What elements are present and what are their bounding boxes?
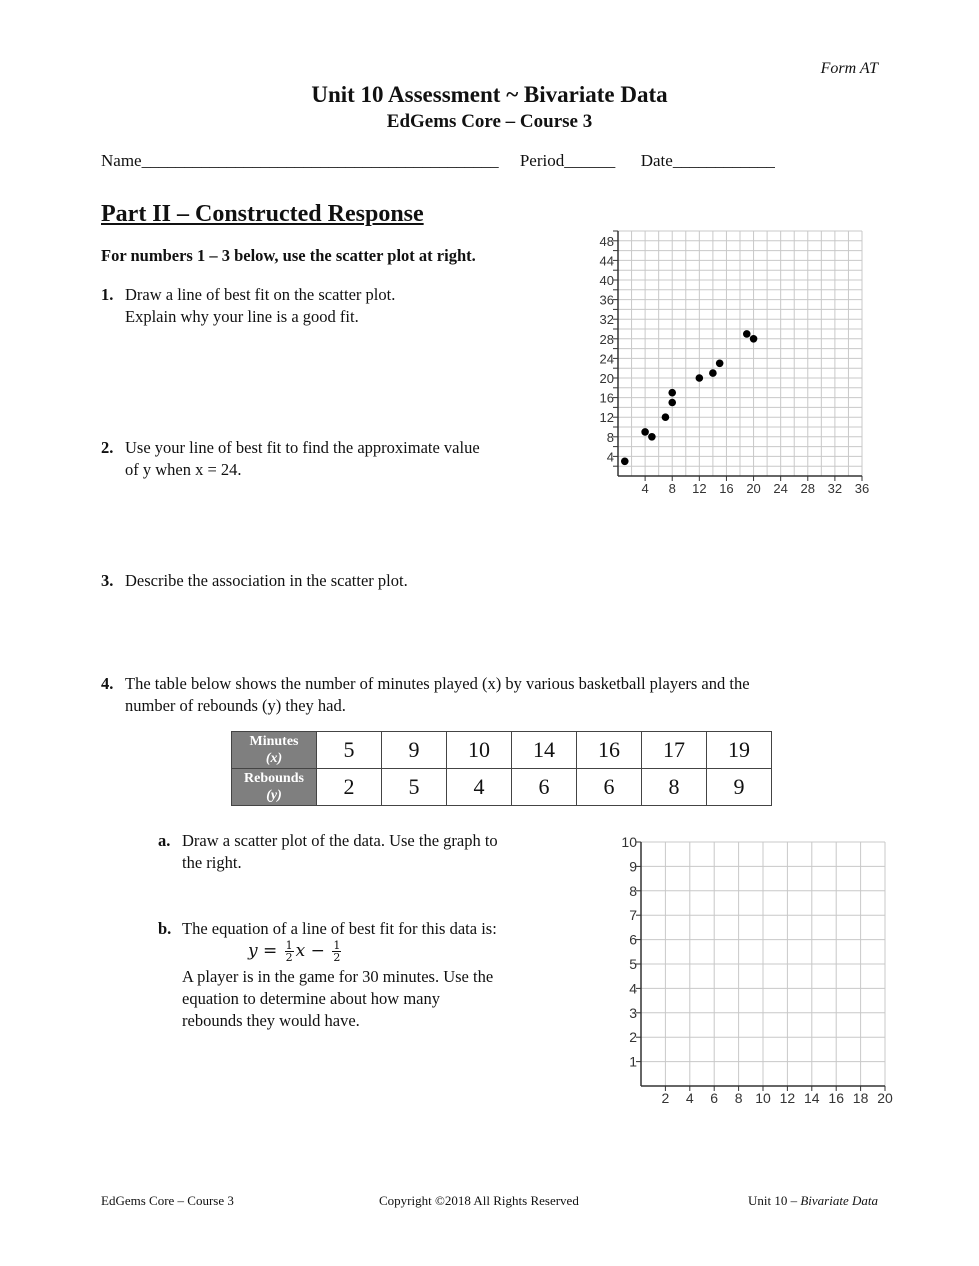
- subquestion-text: Draw a scatter plot of the data. Use the graph to: [182, 831, 498, 850]
- question-4b: [158, 918, 578, 1032]
- svg-text:6: 6: [629, 931, 637, 948]
- svg-text:10: 10: [755, 1090, 771, 1106]
- svg-text:8: 8: [629, 882, 637, 899]
- denominator: 2: [333, 951, 341, 964]
- svg-text:4: 4: [629, 980, 637, 997]
- svg-text:8: 8: [668, 481, 676, 495]
- question-2: [101, 437, 480, 481]
- svg-text:4: 4: [685, 1090, 694, 1106]
- footer-copyright: Copyright ©2018 All Rights Reserved: [379, 1193, 579, 1208]
- svg-text:44: 44: [599, 253, 614, 269]
- subquestion-text: rebounds they would have.: [182, 1011, 360, 1030]
- svg-text:36: 36: [854, 481, 870, 495]
- svg-text:2: 2: [661, 1090, 670, 1106]
- numerator: 1: [333, 939, 341, 952]
- svg-text:7: 7: [629, 907, 637, 924]
- equation-variable: x −: [295, 941, 325, 961]
- svg-text:4: 4: [606, 449, 614, 465]
- svg-text:18: 18: [852, 1090, 869, 1106]
- svg-text:24: 24: [773, 481, 788, 495]
- fraction: [285, 940, 294, 963]
- table-cell: 19: [707, 732, 772, 769]
- name-period-date-line[interactable]: Name__________________________________________ Period______ Date____________: [101, 151, 775, 170]
- table-cell: 14: [512, 732, 577, 769]
- table-cell: 16: [577, 732, 642, 769]
- subquestion-text: equation to determine about how many: [182, 989, 440, 1008]
- svg-text:8: 8: [606, 429, 614, 445]
- svg-text:4: 4: [641, 481, 649, 495]
- svg-text:10: 10: [621, 834, 637, 850]
- table-cell: 5: [382, 769, 447, 806]
- table-cell: 6: [577, 769, 642, 806]
- row-header-label: Rebounds: [244, 771, 304, 786]
- page-subtitle: EdGems Core – Course 3: [386, 111, 593, 132]
- row-header-rebounds: [232, 769, 317, 806]
- question-text: Describe the association in the scatter plot.: [125, 571, 408, 590]
- section-title: Part II – Constructed Response: [101, 201, 424, 227]
- svg-text:9: 9: [629, 858, 637, 875]
- svg-text:16: 16: [599, 390, 614, 406]
- footer-unit: [748, 1193, 878, 1209]
- subquestion-label: b.: [158, 919, 172, 938]
- question-number: 4.: [101, 674, 114, 693]
- svg-text:48: 48: [599, 233, 614, 249]
- row-header-var: (y): [266, 788, 282, 803]
- table-cell: 2: [317, 769, 382, 806]
- question-number: 1.: [101, 285, 114, 304]
- row-header-minutes: [232, 732, 317, 769]
- footer-course: EdGems Core – Course 3: [101, 1193, 234, 1208]
- subquestion-text: The equation of a line of best fit for this data is:: [182, 919, 497, 938]
- table-row-minutes: [232, 732, 772, 769]
- subquestion-text: the right.: [182, 853, 242, 872]
- question-text: of y when x = 24.: [125, 460, 242, 479]
- question-4: [101, 673, 881, 717]
- table-cell: 17: [642, 732, 707, 769]
- equation-lhs: y =: [248, 941, 278, 961]
- question-4a: [158, 830, 578, 874]
- table-cell: 6: [512, 769, 577, 806]
- svg-text:16: 16: [828, 1090, 844, 1106]
- question-text: Use your line of best fit to find the approximate value: [125, 438, 480, 457]
- svg-text:12: 12: [692, 481, 707, 495]
- svg-text:2: 2: [629, 1029, 637, 1046]
- fraction: [332, 940, 341, 963]
- svg-text:16: 16: [719, 481, 734, 495]
- svg-text:32: 32: [599, 312, 614, 328]
- svg-text:3: 3: [629, 1004, 637, 1021]
- instructions: For numbers 1 – 3 below, use the scatter plot at right.: [101, 246, 476, 265]
- page-title: Unit 10 Assessment ~ Bivariate Data: [311, 82, 668, 107]
- question-text: Explain why your line is a good fit.: [125, 307, 359, 326]
- svg-text:8: 8: [734, 1090, 743, 1106]
- question-text: number of rebounds (y) they had.: [125, 696, 346, 715]
- numerator: 1: [285, 939, 293, 952]
- footer-unit-title: Bivariate Data: [800, 1193, 878, 1208]
- question-text: The table below shows the number of minutes played (x) by various basketball players and the: [125, 674, 750, 693]
- footer-unit-prefix: Unit 10 –: [747, 1193, 801, 1208]
- svg-text:12: 12: [599, 410, 614, 426]
- denominator: 2: [285, 951, 293, 964]
- minutes-rebounds-table: [231, 731, 772, 806]
- svg-text:1: 1: [629, 1053, 637, 1070]
- svg-text:5: 5: [629, 956, 637, 972]
- subquestion-text: A player is in the game for 30 minutes. Use the: [182, 967, 494, 986]
- equation: [158, 940, 578, 966]
- svg-text:14: 14: [804, 1090, 820, 1106]
- svg-text:20: 20: [599, 371, 614, 386]
- svg-text:24: 24: [599, 351, 614, 367]
- question-text: Draw a line of best fit on the scatter plot.: [125, 285, 396, 304]
- svg-text:12: 12: [779, 1090, 796, 1106]
- table-cell: 8: [642, 769, 707, 806]
- table-row-rebounds: [232, 769, 772, 806]
- subquestion-label: a.: [158, 831, 171, 850]
- row-header-var: (x): [265, 751, 283, 766]
- question-1: [101, 284, 395, 328]
- svg-text:36: 36: [599, 292, 614, 308]
- form-id: Form AT: [820, 60, 878, 77]
- svg-text:20: 20: [746, 481, 761, 495]
- row-header-label: Minutes: [249, 734, 299, 749]
- svg-text:20: 20: [877, 1090, 893, 1106]
- question-number: 2.: [101, 438, 114, 457]
- question-3: [101, 570, 408, 592]
- svg-text:28: 28: [800, 481, 816, 495]
- question-number: 3.: [101, 571, 114, 590]
- svg-text:28: 28: [599, 331, 614, 347]
- table-cell: 5: [317, 732, 382, 769]
- table-cell: 4: [447, 769, 512, 806]
- svg-text:40: 40: [599, 273, 614, 288]
- table-cell: 9: [707, 769, 772, 806]
- scatter-plot-1[interactable]: [580, 225, 880, 495]
- svg-text:6: 6: [710, 1090, 719, 1106]
- blank-graph-2[interactable]: [600, 830, 900, 1110]
- svg-text:32: 32: [827, 481, 843, 495]
- table-cell: 10: [447, 732, 512, 769]
- table-cell: 9: [382, 732, 447, 769]
